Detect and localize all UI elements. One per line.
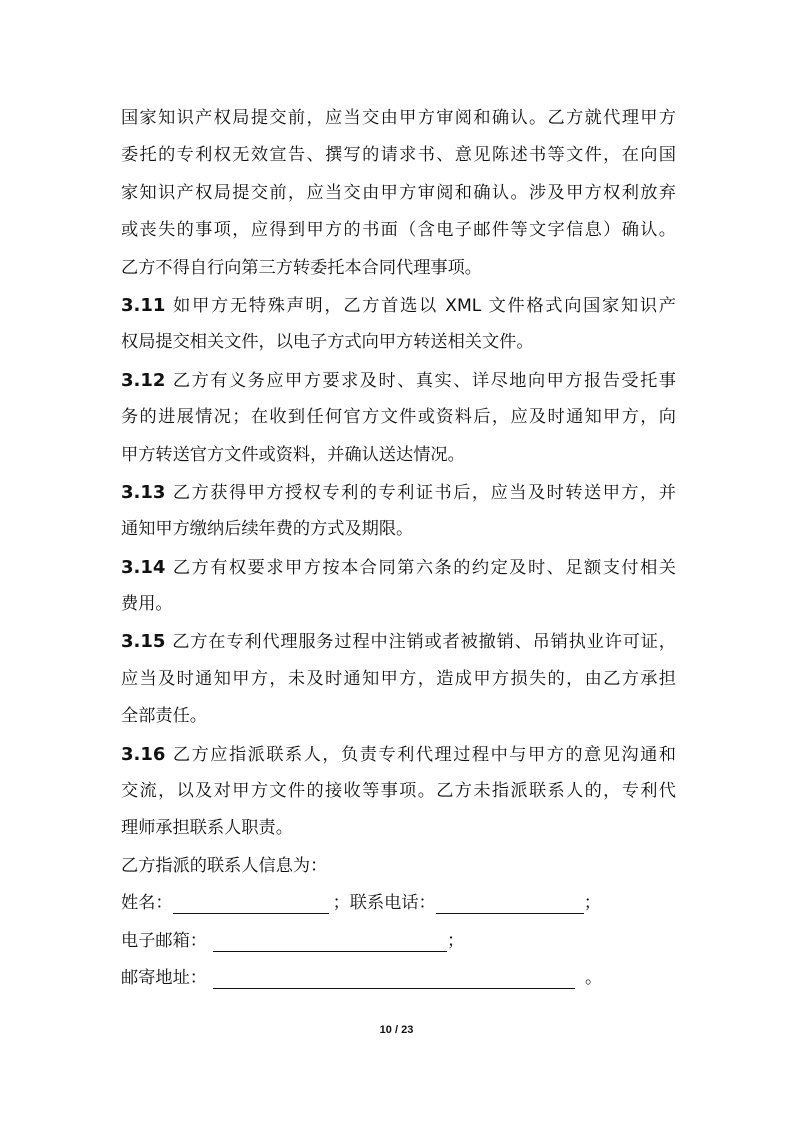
contact-intro: 乙方指派的联系人信息为：: [121, 855, 328, 876]
clause-line: 通知甲方缴纳后续年费的方式及期限。: [121, 519, 414, 540]
name-field[interactable]: [173, 889, 329, 914]
page-number: 10 / 23: [379, 1024, 414, 1036]
paragraph-line: 国家知识产权局提交前，应当交由甲方审阅和确认。乙方就代理甲方: [121, 108, 676, 128]
clause-number: 3.16: [121, 743, 166, 765]
email-field[interactable]: [213, 927, 447, 952]
clause-3-15-first-line: 3.15 乙方在专利代理服务过程中注销或者被撤销、吊销执业许可证，: [121, 631, 676, 653]
clause-line: 甲方转送官方文件或资料，并确认送达情况。: [121, 444, 465, 465]
clause-line: 权局提交相关文件，以电子方式向甲方转送相关文件。: [121, 332, 534, 353]
paragraph-line: 乙方不得自行向第三方转委托本合同代理事项。: [121, 257, 482, 278]
separator: ；: [332, 893, 350, 914]
name-label: 姓名：: [121, 893, 173, 914]
clause-3-16-first-line: 3.16 乙方应指派联系人，负责专利代理过程中与甲方的意见沟通和: [121, 743, 676, 765]
clause-line: 务的进展情况；在收到任何官方文件或资料后，应及时通知甲方，向: [121, 407, 676, 428]
clause-line: 全部责任。: [121, 706, 207, 727]
address-label: 邮寄地址：: [121, 967, 207, 988]
paragraph-line: 委托的专利权无效宣告、撰写的请求书、意见陈述书等文件，在向国: [121, 145, 676, 166]
contact-name-phone-row: [121, 885, 676, 922]
address-end-punct: 。: [584, 967, 603, 988]
clause-3-13-first-line: 3.13 乙方获得甲方授权专利的专利证书后，应当及时转送甲方，并: [121, 481, 676, 503]
clause-3-11-first-line: 3.11 如甲方无特殊声明，乙方首选以 XML 文件格式向国家知识产: [121, 294, 676, 316]
contact-email-row: [121, 923, 676, 960]
clause-number: 3.15: [121, 631, 166, 653]
clause-line: 理师承担联系人职责。: [121, 818, 293, 839]
phone-end-punct: ；: [583, 893, 601, 914]
paragraph-line: 或丧失的事项，应得到甲方的书面（含电子邮件等文字信息）确认。: [121, 220, 676, 241]
clause-number: 3.12: [121, 369, 166, 391]
phone-label: 联系电话：: [349, 893, 436, 914]
clause-number: 3.11: [121, 294, 166, 316]
clause-number: 3.14: [121, 556, 166, 578]
clause-line: 应当及时通知甲方，未及时通知甲方，造成甲方损失的，由乙方承担: [121, 668, 676, 689]
email-end-punct: ；: [446, 930, 465, 951]
phone-field[interactable]: [436, 889, 584, 914]
address-field[interactable]: [213, 964, 575, 989]
clause-line: 费用。: [121, 594, 173, 615]
clause-3-14-first-line: 3.14 乙方有权要求甲方按本合同第六条的约定及时、足额支付相关: [121, 556, 676, 578]
clause-number: 3.13: [121, 481, 166, 503]
email-label: 电子邮箱：: [121, 930, 207, 951]
paragraph-line: 家知识产权局提交前，应当交由甲方审阅和确认。涉及甲方权利放弃: [121, 182, 676, 203]
document-body: [121, 100, 676, 997]
clause-line: 交流，以及对甲方文件的接收等事项。乙方未指派联系人的，专利代: [121, 781, 676, 802]
clause-3-12-first-line: 3.12 乙方有义务应甲方要求及时、真实、详尽地向甲方报告受托事: [121, 369, 676, 391]
contact-address-row: [121, 960, 676, 997]
